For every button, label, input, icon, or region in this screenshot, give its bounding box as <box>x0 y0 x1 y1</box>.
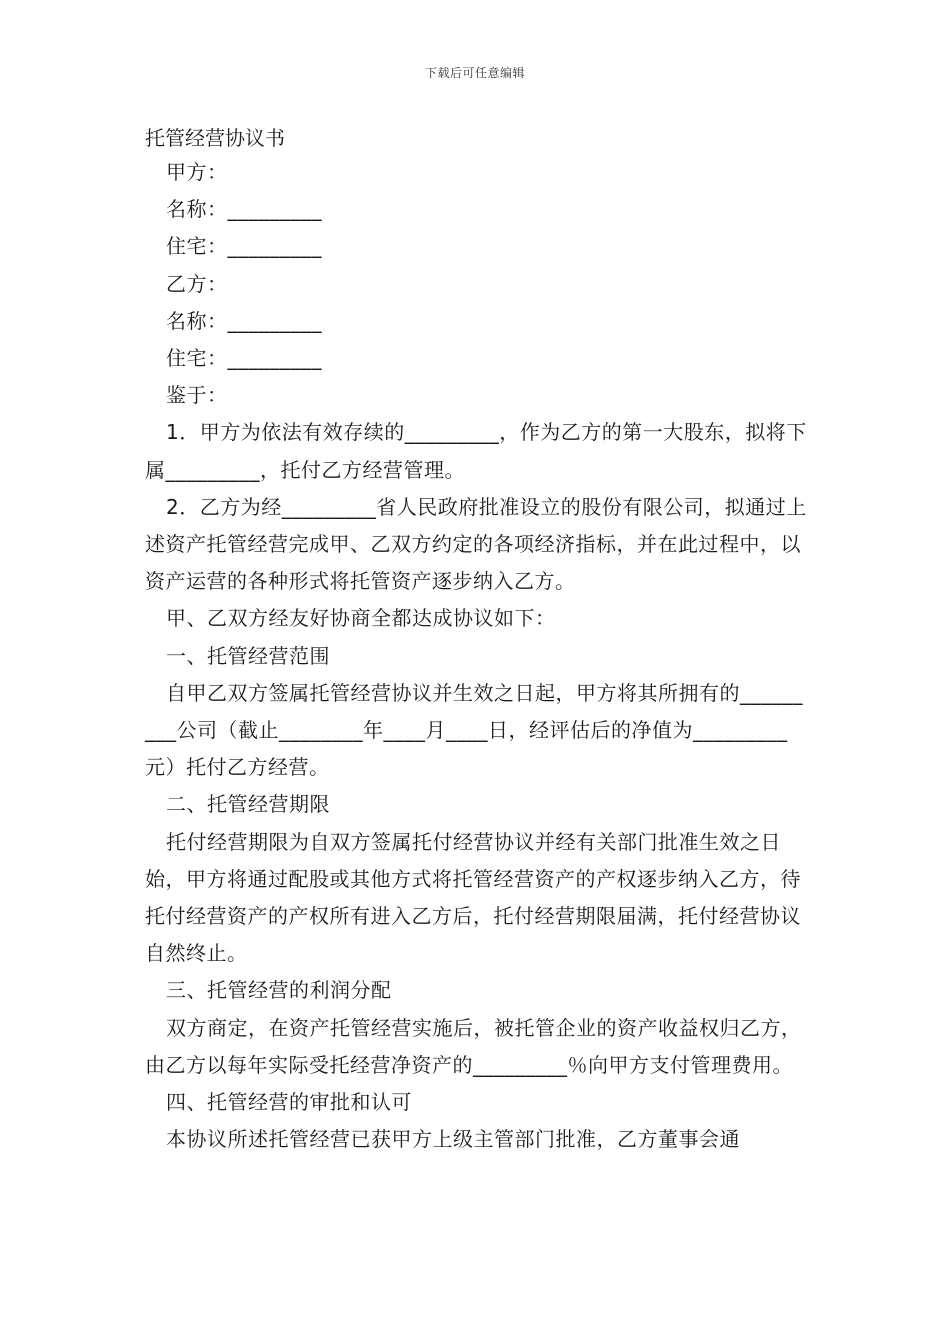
whereas-clause-2: 2．乙方为经_________省人民政府批准设立的股份有限公司，拟通过上述资产托管经营完成甲、乙双方约定的各项经济指标，并在此过程中，以资产运营的各种形式将托管资产逐步纳入乙方。 <box>145 494 807 594</box>
party-a-heading: 甲方： <box>166 160 228 184</box>
document-body <box>145 154 810 1158</box>
section-3-text: 双方商定，在资产托管经营实施后，被托管企业的资产收益权归乙方，由乙方以每年实际受托经营净资产的_________％向甲方支付管理费用。 <box>145 1015 802 1077</box>
party-a-address-line: 住宅：_________ <box>166 234 322 259</box>
party-b-name-line: 名称：_________ <box>166 308 322 333</box>
party-a-name-line: 名称：_________ <box>166 197 322 222</box>
party-b-heading: 乙方： <box>166 271 228 296</box>
whereas-heading: 鉴于： <box>166 383 228 408</box>
section-2-heading: 二、托管经营期限 <box>166 792 330 817</box>
section-1-heading: 一、托管经营范围 <box>166 643 330 668</box>
section-3-heading: 三、托管经营的利润分配 <box>166 978 392 1003</box>
section-2-text: 托付经营期限为自双方签属托付经营协议并经有关部门批准生效之日始，甲方将通过配股或其他方式将托管经营资产的产权逐步纳入乙方，待托付经营资产的产权所有进入乙方后，托付经营期限届满，托付经营协议自然终止。 <box>145 829 801 966</box>
document-title: 托管经营协议书 <box>145 126 285 150</box>
page-header-note: 下载后可任意编辑 <box>424 66 525 80</box>
section-1-text: 自甲乙双方签属托管经营协议并生效之日起，甲方将其所拥有的_________公司（截止________年____月____日，经评估后的净值为_________元）托付乙方经营。 <box>145 680 803 780</box>
section-4-heading: 四、托管经营的审批和认可 <box>166 1090 412 1115</box>
agreement-intro: 甲、乙双方经友好协商全都达成协议如下： <box>166 606 556 631</box>
whereas-clause-1: 1．甲方为依法有效存续的_________，作为乙方的第一大股东，拟将下属_________，托付乙方经营管理。 <box>145 420 807 482</box>
section-4-text: 本协议所述托管经营已获甲方上级主管部门批准，乙方董事会通 <box>166 1127 740 1152</box>
party-b-address-line: 住宅：_________ <box>166 346 322 371</box>
